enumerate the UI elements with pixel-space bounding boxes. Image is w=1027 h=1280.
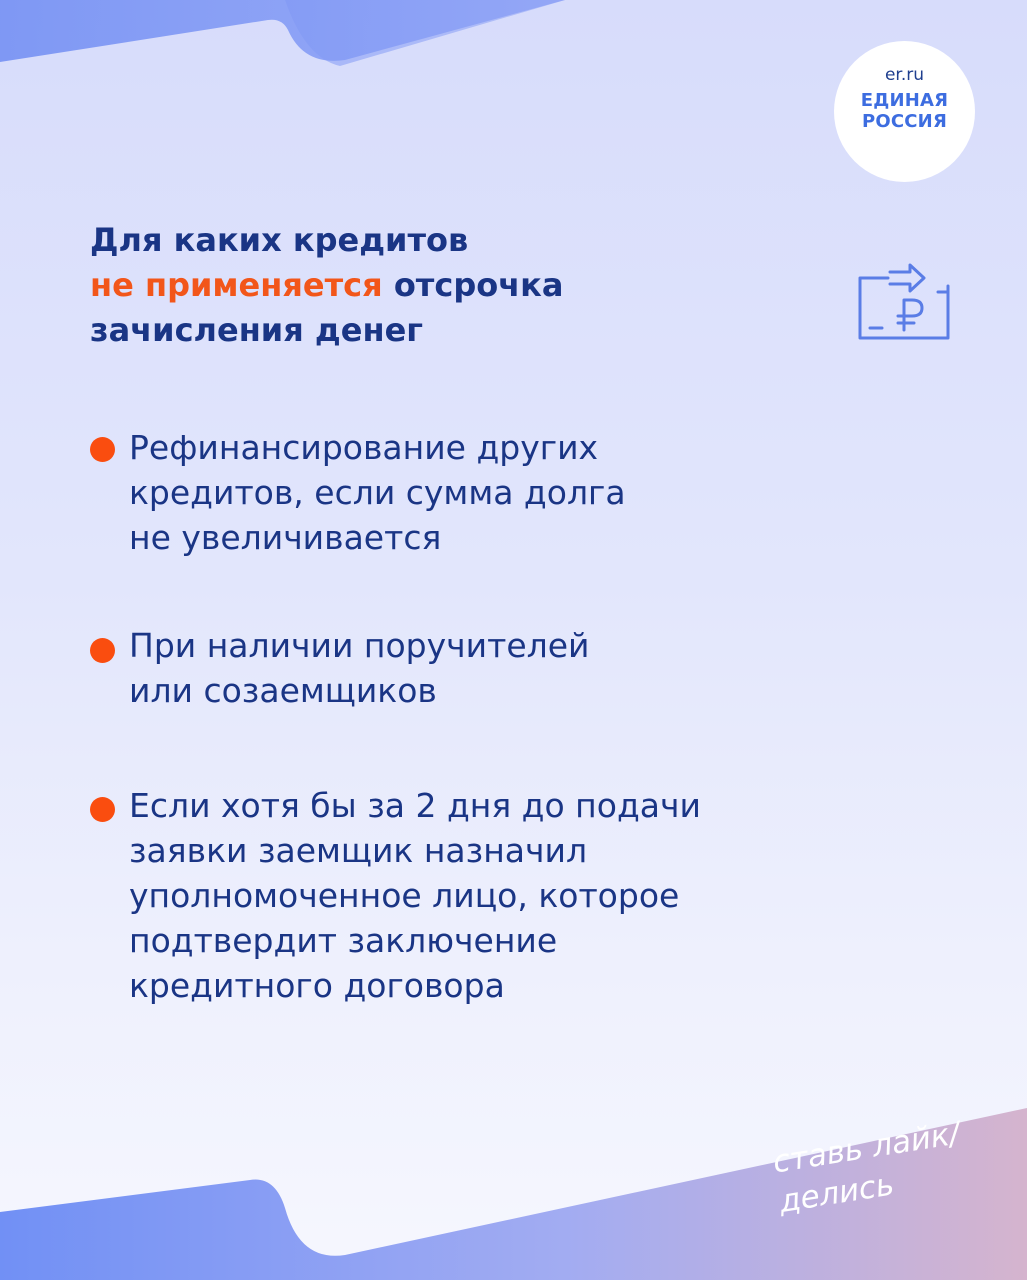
item-line: уполномоченное лицо, которое: [129, 876, 680, 915]
title-line3: зачисления денег: [90, 311, 423, 349]
bullet-dot-icon: [90, 797, 115, 822]
item-line: При наличии поручителей: [129, 626, 590, 665]
logo-name-line1: ЕДИНАЯ: [860, 90, 949, 111]
item-line: подтвердит заключение: [129, 921, 558, 960]
logo-site-text: er.ru: [884, 65, 925, 85]
item-line: Если хотя бы за 2 дня до подачи: [129, 786, 701, 825]
party-logo[interactable]: [834, 41, 975, 182]
list-item-text: [129, 425, 829, 560]
bullet-dot-icon: [90, 638, 115, 663]
item-line: не увеличивается: [129, 518, 442, 557]
title-line2-rest: отсрочка: [382, 266, 564, 304]
page-title: [90, 218, 790, 353]
list-item-text: [129, 783, 829, 1008]
item-line: кредитов, если сумма долга: [129, 473, 626, 512]
title-highlight: не применяется: [90, 266, 383, 304]
logo-name: [834, 90, 975, 132]
bullet-dot-icon: [90, 437, 115, 462]
item-line: кредитного договора: [129, 966, 505, 1005]
logo-name-line2: РОССИЯ: [861, 111, 948, 132]
item-line: Рефинансирование других: [129, 428, 599, 467]
title-line1: Для каких кредитов: [90, 221, 469, 259]
footer-line1: ставь лайк/: [770, 1115, 963, 1181]
item-line: заявки заемщик назначил: [129, 831, 588, 870]
ruble-transfer-icon: [852, 262, 956, 346]
footer-line2: делись: [776, 1166, 897, 1221]
title-line2: [90, 263, 790, 308]
item-line: или созаемщиков: [129, 671, 437, 710]
list-item-text: [129, 623, 829, 713]
